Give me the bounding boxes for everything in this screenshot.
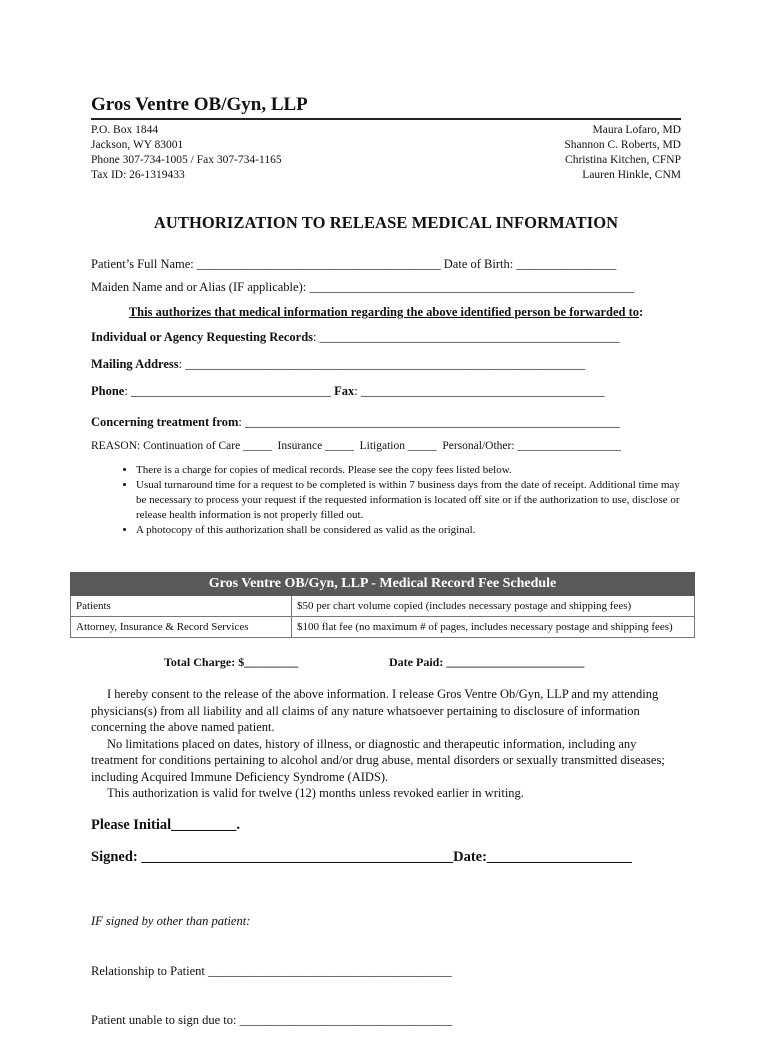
address-line: Phone 307-734-1005 / Fax 307-734-1165 <box>91 154 282 166</box>
other-signer-heading: IF signed by other than patient: <box>91 914 251 928</box>
treatment-label: Concerning treatment from <box>91 415 239 429</box>
address-line: P.O. Box 1844 <box>91 124 159 136</box>
reason-field[interactable]: REASON: Continuation of Care _____ Insurance _____ Litigation _____ Personal/Other: __________________ <box>91 440 621 452</box>
fee-who: Attorney, Insurance & Record Services <box>71 617 292 638</box>
fee-table-title: Gros Ventre OB/Gyn, LLP - Medical Record Fee Schedule <box>71 573 695 596</box>
requesting-label: Individual or Agency Requesting Records <box>91 330 314 344</box>
initial-field[interactable]: Please Initial_________. <box>91 817 241 833</box>
authorizes-statement <box>91 305 681 320</box>
patient-name-field[interactable]: Patient’s Full Name: _______________________________________ Date of Birth: ________________ <box>91 257 617 271</box>
relationship-field[interactable]: Relationship to Patient _______________________________________ <box>91 963 452 978</box>
fee-amount: $50 per chart volume copied (includes necessary postage and shipping fees) <box>292 596 695 617</box>
phone-fax-field[interactable] <box>91 384 681 399</box>
consent-paragraph: This authorization is valid for twelve (12) months unless revoked earlier in writing. <box>107 786 524 800</box>
requesting-field[interactable] <box>91 330 681 345</box>
requesting-blank[interactable]: : ________________________________________________ <box>313 330 620 344</box>
phone-label: Phone <box>91 384 125 398</box>
other-signer-section <box>91 880 452 1045</box>
provider-list <box>564 123 681 183</box>
authorizes-text: This authorizes that medical information regarding the above identified person be forwarded to <box>128 305 639 319</box>
bullet-item: • Usual turnaround time for a request to be completed is within 7 business days from the date of receipt. Additional time may be necessary to process your request if the requested information is located off site or if the authorization to use, disclose or release health information is not properly filled out. <box>136 478 681 523</box>
address-block <box>91 123 282 183</box>
maiden-name-field[interactable]: Maiden Name and or Alias (IF applicable): ____________________________________________________ <box>91 280 635 294</box>
info-bullets <box>91 463 681 538</box>
total-charge-field[interactable]: Total Charge: $_________ <box>164 655 299 669</box>
mailing-blank[interactable]: : ________________________________________________________________ <box>178 357 586 371</box>
provider-name: Shannon C. Roberts, MD <box>564 139 681 151</box>
bullet-item: • A photocopy of this authorization shall be considered as valid as the original. <box>136 523 681 538</box>
provider-name: Christina Kitchen, CFNP <box>565 154 681 166</box>
header-rule <box>91 118 681 120</box>
consent-paragraph: No limitations placed on dates, history of illness, or diagnostic and therapeutic information, including any treatment for conditions pertaining to alcohol and/or drug abuse, mental disorders or sexually transmitted diseases; including Acquired Immune Deficiency Syndrome (AIDS). <box>91 736 665 784</box>
signature-field[interactable]: Signed: ___________________________________________Date:____________________ <box>91 849 632 865</box>
header-columns <box>91 123 681 183</box>
phone-blank[interactable]: : ________________________________ <box>124 384 335 398</box>
form-page <box>91 94 681 538</box>
fee-schedule-table <box>70 572 695 638</box>
provider-name: Maura Lofaro, MD <box>592 124 681 136</box>
form-title: AUTHORIZATION TO RELEASE MEDICAL INFORMATION <box>153 213 619 232</box>
mailing-field[interactable] <box>91 357 681 372</box>
consent-text <box>91 686 683 802</box>
bullet-item: • There is a charge for copies of medical records. Please see the copy fees listed below. <box>136 463 681 478</box>
consent-paragraph: I hereby consent to the release of the above information. I release Gros Ventre Ob/Gyn, LLP and my attending physicians(s) from all liability and all claims of any nature whatsoever pertaining to disclosure of information concerning the above named patient. <box>91 687 659 734</box>
date-paid-field[interactable]: Date Paid: _______________________ <box>389 655 585 669</box>
fax-label: Fax <box>334 384 355 398</box>
practice-name: Gros Ventre OB/Gyn, LLP <box>91 94 308 115</box>
address-line: Tax ID: 26-1319433 <box>91 169 185 181</box>
fax-blank[interactable]: : _______________________________________ <box>354 384 605 398</box>
table-row <box>71 596 695 617</box>
treatment-blank[interactable]: : ____________________________________________________________ <box>238 415 621 429</box>
fee-who: Patients <box>71 596 292 617</box>
provider-name: Lauren Hinkle, CNM <box>582 169 681 181</box>
address-line: Jackson, WY 83001 <box>91 139 184 151</box>
mailing-label: Mailing Address <box>91 357 179 371</box>
authorizes-colon: : <box>639 305 644 319</box>
treatment-field[interactable] <box>91 415 681 430</box>
table-row <box>71 617 695 638</box>
unable-to-sign-field[interactable]: Patient unable to sign due to: __________________________________ <box>91 1013 453 1027</box>
fee-amount: $100 flat fee (no maximum # of pages, includes necessary postage and shipping fees) <box>292 617 695 638</box>
